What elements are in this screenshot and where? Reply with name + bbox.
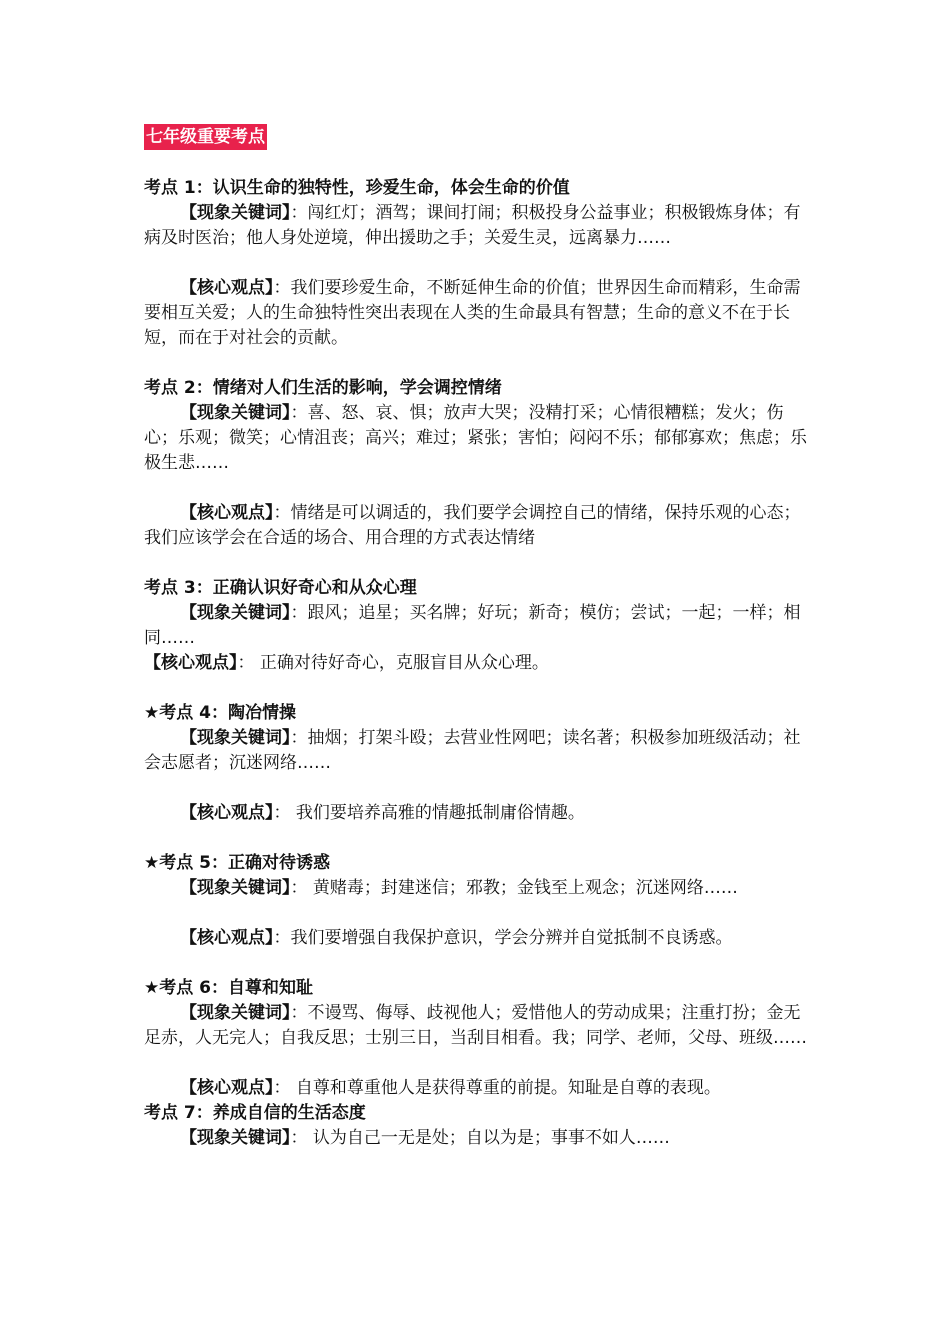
keywords-paragraph-4	[144, 726, 812, 776]
core-label: 【核心观点】	[180, 803, 274, 823]
core-text: ： 我们要培养高雅的情趣抵制庸俗情趣。	[273, 803, 585, 823]
core-text: ：我们要珍爱生命，不断延伸生命的价值；世界因生命而精彩，生命需要相互关爱；人的生命独特性突出表现在人类的生命最具有智慧；生命的意义不在于长短，而在于对社会的贡献。	[144, 278, 801, 348]
core-paragraph-4	[144, 801, 812, 826]
section-heading-3: 考点 3：正确认识好奇心和从众心理	[144, 578, 417, 598]
core-label: 【核心观点】	[180, 928, 274, 948]
core-label: 【核心观点】	[180, 278, 274, 298]
keywords-paragraph-3	[144, 601, 812, 651]
core-text: ： 自尊和尊重他人是获得尊重的前提。知耻是自尊的表现。	[273, 1078, 721, 1098]
keywords-label: 【现象关键词】	[180, 603, 291, 623]
core-label: 【核心观点】	[180, 1078, 274, 1098]
keywords-label: 【现象关键词】	[180, 403, 291, 423]
keywords-paragraph-5	[144, 876, 812, 901]
core-label: 【核心观点】	[180, 503, 274, 523]
keywords-label: 【现象关键词】	[180, 728, 291, 748]
core-label: 【核心观点】	[144, 653, 238, 673]
keywords-text: ： 黄赌毒；封建迷信；邪教；金钱至上观念；沉迷网络……	[290, 878, 738, 898]
keywords-paragraph-6	[144, 1001, 812, 1051]
core-paragraph-3	[144, 651, 812, 676]
keywords-text: ：抽烟；打架斗殴；去营业性网吧；读名著；积极参加班级活动；社会志愿者；沉迷网络……	[144, 728, 801, 773]
section-heading-6: ★考点 6：自尊和知耻	[144, 978, 313, 998]
keywords-paragraph-1	[144, 201, 812, 251]
section-heading-2: 考点 2：情绪对人们生活的影响，学会调控情绪	[144, 378, 502, 398]
keywords-label: 【现象关键词】	[180, 1003, 291, 1023]
keywords-text: ：跟风；追星；买名牌；好玩；新奇；模仿；尝试；一起；一样；相同……	[144, 603, 801, 648]
core-text: ：我们要增强自我保护意识，学会分辨并自觉抵制不良诱惑。	[273, 928, 733, 948]
core-paragraph-5	[144, 926, 812, 951]
section-heading-7: 考点 7：养成自信的生活态度	[144, 1103, 366, 1123]
document-body	[144, 176, 812, 1151]
section-heading-4: ★考点 4：陶冶情操	[144, 703, 296, 723]
core-paragraph-1	[144, 276, 812, 351]
keywords-text: ：喜、怒、哀、惧；放声大哭；没精打采；心情很糟糕；发火；伤心；乐观；微笑；心情沮丧；高兴；难过；紧张；害怕；闷闷不乐；郁郁寡欢；焦虑；乐极生悲……	[144, 403, 807, 473]
keywords-text: ：不谩骂、侮辱、歧视他人；爱惜他人的劳动成果；注重打扮；金无足赤，人无完人；自我反思；士别三日，当刮目相看。我；同学、老师，父母、班级……	[144, 1003, 807, 1048]
keywords-label: 【现象关键词】	[180, 203, 291, 223]
core-text: ： 正确对待好奇心，克服盲目从众心理。	[237, 653, 549, 673]
keywords-label: 【现象关键词】	[180, 1128, 291, 1148]
section-heading-1: 考点 1：认识生命的独特性，珍爱生命，体会生命的价值	[144, 178, 570, 198]
page-title: 七年级重要考点	[144, 124, 267, 150]
section-heading-5: ★考点 5：正确对待诱惑	[144, 853, 330, 873]
keywords-paragraph-7	[144, 1126, 812, 1151]
keywords-text: ： 认为自己一无是处；自以为是；事事不如人……	[290, 1128, 670, 1148]
core-paragraph-6	[144, 1076, 812, 1101]
core-paragraph-2	[144, 501, 812, 551]
keywords-label: 【现象关键词】	[180, 878, 291, 898]
keywords-text: ：闯红灯；酒驾；课间打闹；积极投身公益事业；积极锻炼身体；有病及时医治；他人身处逆境，伸出援助之手；关爱生灵，远离暴力……	[144, 203, 801, 248]
core-text: ：情绪是可以调适的，我们要学会调控自己的情绪，保持乐观的心态；我们应该学会在合适的场合、用合理的方式表达情绪	[144, 503, 801, 548]
keywords-paragraph-2	[144, 401, 812, 476]
